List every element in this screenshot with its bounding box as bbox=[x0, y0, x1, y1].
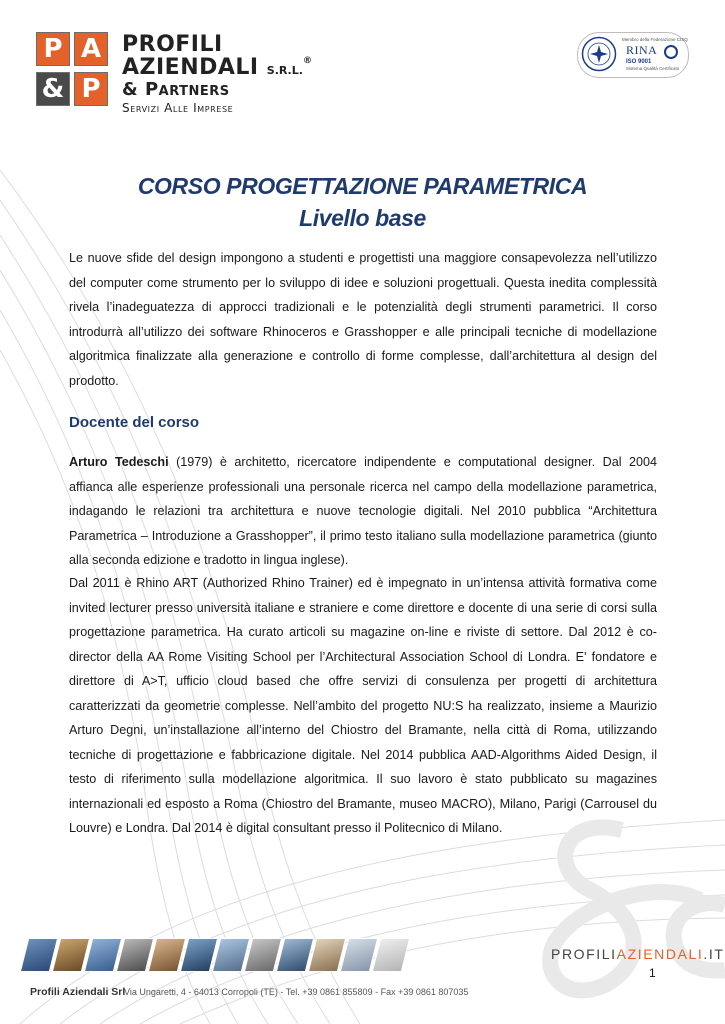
footer-photo-strip bbox=[24, 938, 444, 972]
logo-tile-p: P bbox=[36, 32, 70, 66]
cert-name: RINA bbox=[626, 43, 658, 57]
cisq-seal-icon bbox=[581, 36, 617, 72]
company-logo bbox=[36, 32, 356, 122]
title-line-2: Livello base bbox=[299, 205, 426, 231]
certification-badge bbox=[577, 32, 689, 78]
instructor-name: Arturo Tedeschi bbox=[69, 455, 169, 469]
logo-line-2 bbox=[122, 57, 312, 79]
cert-ring-icon bbox=[664, 45, 678, 59]
logo-line-2-main: AZIENDALI bbox=[122, 55, 259, 80]
logo-line-2-suffix: S.R.L. bbox=[266, 64, 303, 77]
title-line-1: CORSO PROGETTAZIONE PARAMETRICA bbox=[137, 173, 588, 199]
footer-photo bbox=[372, 938, 410, 972]
intro-paragraph: Le nuove sfide del design impongono a studenti e progettisti una maggiore consapevolezza nell’utilizzo del computer come strumento per lo sviluppo di idee e soluzioni progettuali. Questa inedita complessità rivela l’inadeguatezza di approcci tradizionali e le potenzialità degli strumenti parametrici. Il corso introdurrà all’utilizzo dei software Rhinoceros e Grasshopper e alle principali tecniche di modellazione algoritmica finalizzate alla generazione e controllo di forme complesse, dall’architettura al design del prodotto. bbox=[69, 251, 657, 388]
page-number: 1 bbox=[649, 966, 656, 980]
brand-url-suffix: .IT bbox=[703, 946, 725, 962]
bio-paragraph-1-text: (1979) è architetto, ricercatore indipendente e computational designer. Dal 2004 affianca alle esperienze professionali una personale ricerca nel campo della modellazione parametrica, indagando le relazioni tra architettura e nuove tecnologie digitali. Nel 2010 pubblica “Architettura Parametrica – Introduzione a Grasshopper”, il primo testo italiano sulla modellazione parametrica (giunto alla seconda edizione e tradotto in lingua inglese). bbox=[69, 455, 657, 567]
logo-tile-a: A bbox=[74, 32, 108, 66]
cert-system: Sistema Qualità Certificato bbox=[626, 66, 680, 71]
brand-url-prefix: PROFILI bbox=[551, 946, 617, 962]
footer-company-name: Profili Aziendali Srl bbox=[30, 986, 126, 998]
brand-url bbox=[551, 946, 725, 962]
cert-standard: ISO 9001 bbox=[626, 59, 652, 65]
document-title bbox=[0, 170, 725, 234]
logo-wordmark bbox=[122, 34, 312, 114]
logo-line-4: Servizi Alle Imprese bbox=[122, 101, 234, 115]
section-heading: Docente del corso bbox=[69, 414, 200, 431]
registered-mark: ® bbox=[302, 56, 313, 66]
logo-line-1: PROFILI bbox=[122, 32, 223, 57]
brand-url-accent: AZIENDALI bbox=[616, 946, 704, 962]
footer-address: Via Ungaretti, 4 - 64013 Corropoli (TE) - Tel. +39 0861 855809 - Fax +39 0861 807035 bbox=[124, 987, 469, 997]
logo-tile-ampersand: & bbox=[36, 72, 70, 106]
logo-tile-p2: P bbox=[74, 72, 108, 106]
cert-caption: Membro della Federazione CISQ bbox=[622, 37, 688, 42]
logo-line-3: & Partners bbox=[122, 79, 230, 100]
bio-paragraph-2: Dal 2011 è Rhino ART (Authorized Rhino Trainer) ed è impegnato in un’intensa attività formativa come invited lecturer presso università italiane e straniere e come direttore e docente di una serie di corsi sulla progettazione parametrica. Ha curato articoli su magazine on-line e riviste di settore. Dal 2012 è co-director della AA Rome Visiting School per l’Architectural Association School di Londra. E' fondatore e direttore di A>T, ufficio cloud based che offre servizi di consulenza per progetti di architettura caratterizzati da geometrie complesse. Nell’ambito del progetto NU:S ha realizzato, insieme a Maurizio Arturo Degni, un’installazione all’interno del Chiostro del Bramante, nella città di Roma, utilizzando tecniche di progettazione e fabbricazione digitale. Nel 2014 pubblica AAD-Algorithms Aided Design, il testo di riferimento sulla modellazione algoritmica. Il suo lavoro è stato pubblicato su magazines internazionali ed esposto a Roma (Chiostro del Bramante, museo MACRO), Milano, Parigi (Carrousel du Louvre) e Londra. Dal 2014 è digital consultant presso il Politecnico di Milano. bbox=[69, 576, 657, 835]
bio-paragraph-1 bbox=[69, 450, 657, 573]
